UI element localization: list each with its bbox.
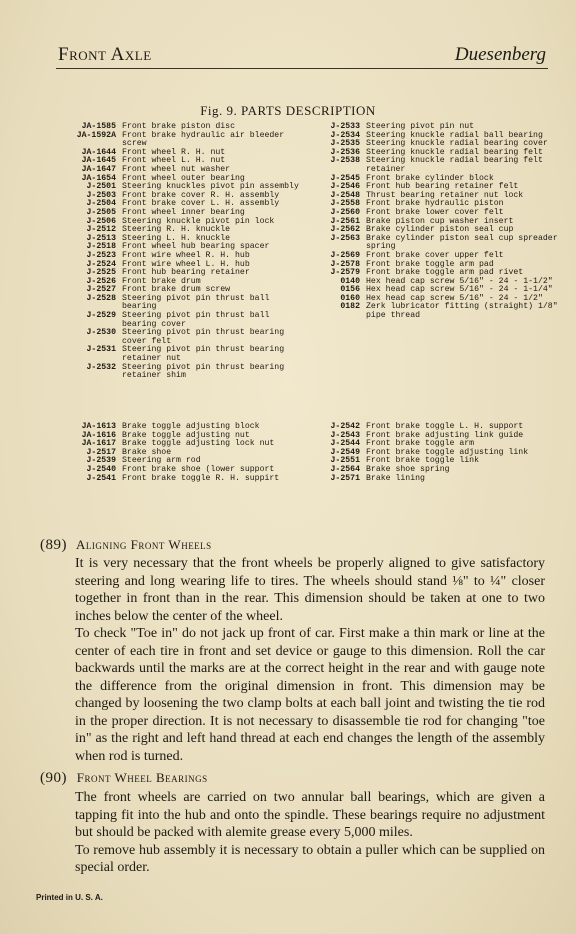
part-number: J-2518	[86, 242, 116, 252]
part-number: J-2534	[330, 130, 360, 140]
part-description: Front wheel R. H. nut	[122, 147, 226, 157]
part-number: J-2545	[330, 173, 360, 183]
part-description: Front brake drum screw	[122, 285, 231, 295]
part-number: JA-1654	[81, 173, 116, 183]
part-description: Steering knuckle radial ball bearing	[366, 130, 543, 140]
part-number: J-2512	[86, 225, 116, 235]
part-description: Hex head cap screw 5/16" - 24 - 1-1/2"	[366, 276, 553, 286]
part-description: Thrust bearing retainer nut lock	[366, 190, 524, 200]
part-number: J-2579	[330, 268, 360, 278]
part-description: Steering pivot pin thrust ball bearing cover	[122, 311, 270, 329]
part-description: Front brake toggle adjusting link	[366, 447, 529, 457]
part-description: Front brake cylinder block	[366, 173, 494, 183]
part-description: Front wire wheel R. H. hub	[122, 250, 250, 260]
part-number: J-2563	[330, 233, 360, 243]
part-number: J-2558	[330, 199, 360, 209]
part-number: JA-1647	[81, 164, 116, 174]
part-description: Brake cylinder piston seal cup	[366, 225, 514, 235]
part-description: Steering pivot pin thrust bearing retainer nut	[122, 345, 285, 364]
part-number: J-2546	[330, 182, 360, 192]
running-header	[58, 44, 546, 68]
part-description: Front wheel inner bearing	[122, 207, 245, 217]
section-body-90	[75, 789, 545, 877]
part-description: Front hub bearing retainer	[122, 268, 250, 278]
part-description: Steering knuckle radial bearing felt	[366, 147, 543, 157]
part-description: Steering pivot pin nut	[366, 122, 475, 131]
parts-column-right	[312, 123, 558, 321]
part-row	[66, 312, 306, 329]
part-description: Brake cylinder piston seal cup spreader spring	[366, 233, 558, 252]
part-description: Hex head cap screw 5/16" - 24 - 1/2"	[366, 293, 543, 303]
part-description: Brake shoe	[122, 447, 172, 457]
parts-column-left	[66, 123, 306, 381]
part-description: Steering pivot pin thrust bearing cover felt	[122, 328, 285, 346]
part-number: J-2506	[86, 216, 116, 226]
part-description: Front wheel L. H. nut	[122, 156, 226, 166]
part-description: Front brake shoe (lower support	[122, 464, 275, 474]
part-number: J-2569	[330, 250, 360, 260]
header-section-title: Front Axle	[58, 44, 152, 65]
part-description: Front brake hydraulic air bleeder screw	[122, 130, 285, 149]
part-description: Front brake toggle arm pad rivet	[366, 268, 524, 278]
part-number: J-2571	[330, 473, 360, 483]
part-description: Front brake cover L. H. assembly	[122, 199, 280, 209]
part-number: J-2548	[330, 190, 360, 200]
part-row	[312, 157, 558, 174]
part-number: JA-1644	[81, 147, 116, 157]
part-description: Brake lining	[366, 473, 425, 483]
part-row	[66, 475, 306, 484]
part-description: Steering knuckle pivot pin lock	[122, 216, 275, 226]
part-row	[66, 346, 306, 363]
part-row	[312, 303, 558, 320]
part-number: J-2540	[86, 464, 116, 474]
print-footer: Printed in U. S. A.	[36, 893, 103, 902]
section-number: (90)	[40, 770, 67, 786]
part-number: J-2517	[86, 447, 116, 457]
part-row	[66, 132, 306, 149]
part-description: Front brake adjusting link guide	[366, 430, 524, 440]
part-number: J-2535	[330, 139, 360, 149]
part-description: Front wheel hub bearing spacer	[122, 242, 270, 252]
part-description: Front brake piston disc	[122, 122, 236, 131]
part-description: Front brake cover R. H. assembly	[122, 190, 280, 200]
part-number: J-2551	[330, 456, 360, 466]
part-number: J-2505	[86, 207, 116, 217]
part-number: J-2561	[330, 216, 360, 226]
part-number: J-2539	[86, 456, 116, 466]
part-description: Brake shoe spring	[366, 464, 450, 474]
part-row	[66, 364, 306, 381]
part-description: Front brake toggle arm	[366, 439, 475, 449]
part-number: JA-1645	[81, 156, 116, 166]
part-description: Front brake lower cover felt	[366, 207, 504, 217]
section-title: Aligning Front Wheels	[76, 537, 212, 552]
paragraph: To check "Toe in" do not jack up front of car. First make a thin mark or line at the center of each tire in front and set device or gauge to this dimension. Roll the car backwards until the marks are at the correct height in the rear and with gauge note the difference from the original dimension in front. This dimension may be changed by loosening the two clamp bolts at each ball joint and twisting the tie rod in the proper direction. It is not necessary to disassemble tie rod for changing "toe in" as the right and left hand thread at each end changes the length of the assembly when rod is turned.	[75, 626, 545, 764]
part-description: Front brake drum	[122, 276, 201, 286]
part-number: J-2549	[330, 447, 360, 457]
paragraph: The front wheels are carried on two annular ball bearings, which are given a tapping fit into the hub and onto the spindle. These bearings require no adjustment but should be packed with alemite grease every 5,000 miles.	[75, 790, 545, 840]
section-body-89	[75, 555, 545, 765]
part-description: Brake toggle adjusting lock nut	[122, 439, 275, 449]
part-description: Brake toggle adjusting block	[122, 422, 260, 431]
part-number: 0140	[340, 276, 360, 286]
part-number: J-2530	[86, 328, 116, 338]
part-number: J-2513	[86, 233, 116, 243]
parts-column-right	[312, 423, 558, 483]
parts-column-left	[66, 423, 306, 483]
part-description: Steering R. H. knuckle	[122, 225, 231, 235]
part-description: Front brake toggle link	[366, 456, 480, 466]
part-number: J-2544	[330, 439, 360, 449]
part-number: 0182	[340, 302, 360, 312]
part-number: J-2503	[86, 190, 116, 200]
part-number: J-2504	[86, 199, 116, 209]
part-description: Steering pivot pin thrust ball bearing	[122, 293, 270, 312]
section-title: Front Wheel Bearings	[76, 770, 208, 785]
part-number: JA-1585	[81, 122, 116, 131]
part-number: J-2529	[86, 311, 116, 321]
part-description: Steering pivot pin thrust bearing retainer shim	[122, 362, 285, 381]
part-number: J-2536	[330, 147, 360, 157]
part-number: JA-1616	[81, 430, 116, 440]
section-heading-89	[40, 537, 212, 554]
part-number: J-2524	[86, 259, 116, 269]
part-description: Hex head cap screw 5/16" - 24 - 1-1/4"	[366, 285, 553, 295]
part-number: J-2532	[86, 362, 116, 372]
part-number: J-2531	[86, 345, 116, 355]
paragraph: It is very necessary that the front wheels be properly aligned to give satisfactory steering and long wearing life to tires. The wheels should stand ⅛" to ¼" closer together in front than in the rear. This dimension should be taken at one to two inches below the center of the wheel.	[75, 556, 545, 624]
part-number: JA-1592A	[76, 130, 116, 140]
part-number: J-2501	[86, 182, 116, 192]
part-description: Front brake toggle R. H. suppirt	[122, 473, 280, 483]
part-description: Brake toggle adjusting nut	[122, 430, 250, 440]
part-description: Front hub bearing retainer felt	[366, 182, 519, 192]
part-number: J-2541	[86, 473, 116, 483]
part-number: J-2523	[86, 250, 116, 260]
part-row	[312, 235, 558, 252]
part-number: J-2562	[330, 225, 360, 235]
part-number: 0160	[340, 293, 360, 303]
part-number: JA-1613	[81, 422, 116, 431]
header-rule	[56, 68, 548, 69]
part-description: Front wheel nut washer	[122, 164, 231, 174]
part-number: J-2526	[86, 276, 116, 286]
paragraph: To remove hub assembly it is necessary to obtain a puller which can be supplied on special order.	[75, 842, 545, 875]
part-number: J-2578	[330, 259, 360, 269]
part-description: Front brake cover upper felt	[366, 250, 504, 260]
part-description: Front wire wheel L. H. hub	[122, 259, 250, 269]
part-number: J-2525	[86, 268, 116, 278]
part-number: J-2564	[330, 464, 360, 474]
part-number: 0156	[340, 285, 360, 295]
part-description: Brake piston cup washer insert	[366, 216, 514, 226]
part-number: JA-1617	[81, 439, 116, 449]
part-description: Front wheel outer bearing	[122, 173, 245, 183]
section-heading-90	[40, 770, 208, 787]
part-description: Steering knuckle radial bearing cover	[366, 139, 548, 149]
part-number: J-2528	[86, 293, 116, 303]
part-number: J-2538	[330, 156, 360, 166]
part-number: J-2542	[330, 422, 360, 431]
part-description: Front brake hydraulic piston	[366, 199, 504, 209]
part-row	[312, 475, 558, 484]
part-number: J-2543	[330, 430, 360, 440]
section-number: (89)	[40, 537, 67, 553]
part-description: Zerk lubricator fitting (straight) 1/8" pipe thread	[366, 302, 558, 321]
part-description: Steering knuckles pivot pin assembly	[122, 182, 299, 192]
part-number: J-2533	[330, 122, 360, 131]
part-description: Front brake toggle L. H. support	[366, 422, 524, 431]
part-number: J-2527	[86, 285, 116, 295]
figure-title: Fig. 9. PARTS DESCRIPTION	[200, 103, 376, 118]
part-description: Front brake toggle arm pad	[366, 259, 494, 269]
part-row	[66, 329, 306, 346]
part-description: Steering arm rod	[122, 456, 201, 466]
header-brand: Duesenberg	[454, 44, 546, 65]
part-description: Steering L. H. knuckle	[122, 233, 231, 243]
part-row	[66, 295, 306, 312]
part-description: Steering knuckle radial bearing felt retainer	[366, 156, 543, 174]
part-number: J-2560	[330, 207, 360, 217]
